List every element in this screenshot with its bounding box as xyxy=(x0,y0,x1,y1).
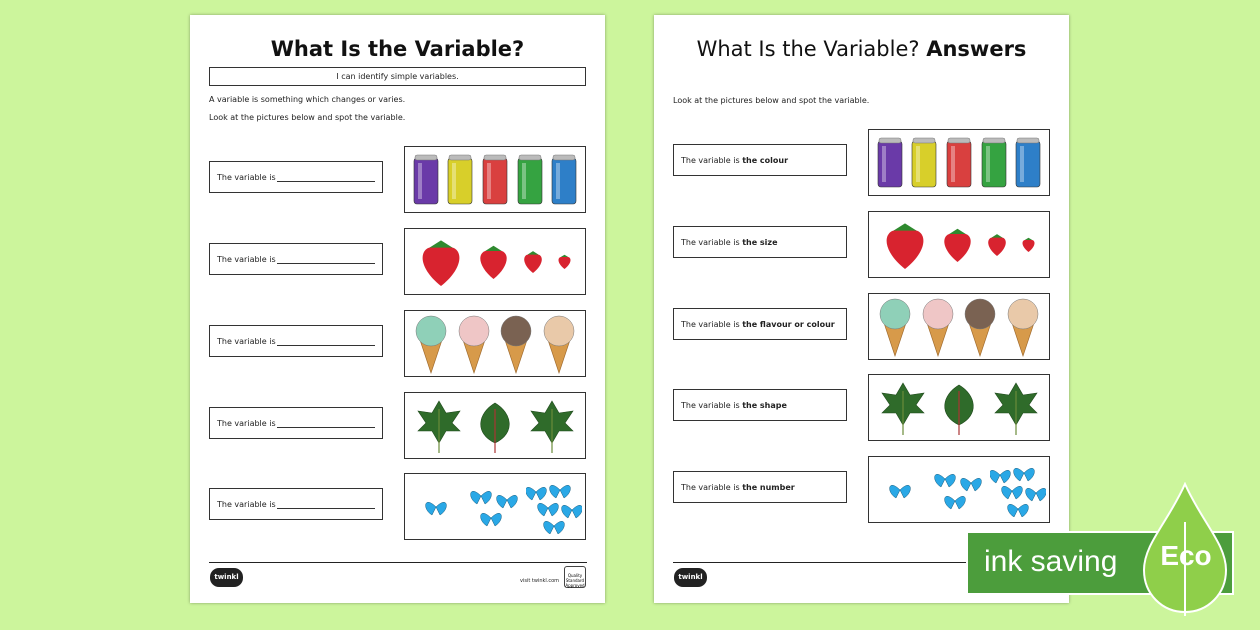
ice-creams-picture xyxy=(404,310,586,377)
cans-picture xyxy=(404,146,586,213)
answer-box[interactable] xyxy=(209,407,383,439)
question-row xyxy=(209,392,587,460)
strawberry-icon xyxy=(1021,237,1036,252)
answer-row xyxy=(673,129,1051,197)
strawberries-picture xyxy=(404,228,586,295)
answer-prompt: The variable is xyxy=(217,500,276,509)
strawberries-picture xyxy=(868,211,1050,278)
butterflies-picture xyxy=(404,473,586,540)
can-icon xyxy=(550,153,578,207)
answers-title-text: What Is the Variable? xyxy=(696,37,920,61)
answer-prompt: The variable is xyxy=(681,320,740,329)
visit-link[interactable]: visit twinkl.com xyxy=(520,578,560,584)
answer-blank[interactable] xyxy=(277,344,375,346)
strawberry-icon xyxy=(557,254,572,269)
answer-box xyxy=(673,144,847,176)
ink-saving-text: ink saving xyxy=(984,545,1118,578)
leaf-icon xyxy=(936,381,982,435)
worksheet-title: What Is the Variable? xyxy=(270,37,525,61)
answers-page xyxy=(654,15,1069,603)
worksheet-page xyxy=(190,15,605,603)
question-row xyxy=(209,146,587,214)
eco-label: Eco xyxy=(1160,540,1212,571)
answer-row xyxy=(673,456,1051,524)
answer-box[interactable] xyxy=(209,243,383,275)
answer-prompt: The variable is xyxy=(217,337,276,346)
leaf-icon xyxy=(529,399,575,453)
ice-cream-icon xyxy=(542,314,576,374)
answer-prompt: The variable is xyxy=(681,483,740,492)
butterflies-group xyxy=(872,463,928,517)
answer-blank[interactable] xyxy=(277,426,375,428)
can-icon xyxy=(412,153,440,207)
learning-objective: I can identify simple variables. xyxy=(209,67,586,86)
can-icon xyxy=(481,153,509,207)
ice-cream-icon xyxy=(878,297,912,357)
butterflies-group xyxy=(408,480,464,534)
can-icon xyxy=(910,136,938,190)
answer-blank[interactable] xyxy=(277,180,375,182)
butterflies-picture xyxy=(868,456,1050,523)
answer-prompt: The variable is xyxy=(217,419,276,428)
answer-prompt: The variable is xyxy=(217,255,276,264)
answer-text: the size xyxy=(742,238,778,247)
twinkl-logo: twinkl xyxy=(674,568,707,587)
answer-text: the number xyxy=(742,483,795,492)
answers-instruction: Look at the pictures below and spot the variable. xyxy=(673,96,870,105)
leaves-picture xyxy=(404,392,586,459)
answer-blank[interactable] xyxy=(277,507,375,509)
answer-row xyxy=(673,293,1051,361)
strawberry-icon xyxy=(986,233,1008,256)
strawberry-icon xyxy=(418,238,464,286)
leaves-picture xyxy=(868,374,1050,441)
ice-cream-icon xyxy=(457,314,491,374)
quality-badge: Quality Standard Approved xyxy=(564,566,586,588)
strawberry-icon xyxy=(882,221,928,269)
can-icon xyxy=(876,136,904,190)
question-row xyxy=(209,228,587,296)
leaf-icon xyxy=(416,399,462,453)
butterflies-group xyxy=(931,463,987,517)
footer-divider xyxy=(209,562,587,563)
strawberry-icon xyxy=(941,227,974,262)
answer-box[interactable] xyxy=(209,161,383,193)
ice-cream-icon xyxy=(1006,297,1040,357)
cans-picture xyxy=(868,129,1050,196)
can-icon xyxy=(446,153,474,207)
leaf-icon xyxy=(472,399,518,453)
answer-prompt: The variable is xyxy=(681,238,740,247)
answer-row xyxy=(673,211,1051,279)
can-icon xyxy=(516,153,544,207)
question-row xyxy=(209,473,587,541)
ice-cream-icon xyxy=(963,297,997,357)
answer-box xyxy=(673,471,847,503)
answer-text: the colour xyxy=(742,156,789,165)
butterflies-group xyxy=(467,480,523,534)
question-row xyxy=(209,310,587,378)
answer-blank[interactable] xyxy=(277,262,375,264)
answer-prompt: The variable is xyxy=(217,173,276,182)
ice-cream-icon xyxy=(414,314,448,374)
butterflies-group xyxy=(990,463,1046,517)
answer-box xyxy=(673,226,847,258)
answer-prompt: The variable is xyxy=(681,156,740,165)
can-icon xyxy=(1014,136,1042,190)
variable-definition: A variable is something which changes or varies. xyxy=(209,95,406,104)
twinkl-logo: twinkl xyxy=(210,568,243,587)
answer-row xyxy=(673,374,1051,442)
ice-creams-picture xyxy=(868,293,1050,360)
strawberry-icon xyxy=(522,250,544,273)
answer-box[interactable] xyxy=(209,488,383,520)
answer-box xyxy=(673,389,847,421)
leaf-icon xyxy=(993,381,1039,435)
worksheet-instruction: Look at the pictures below and spot the variable. xyxy=(209,113,406,122)
answer-text: the shape xyxy=(742,401,787,410)
answers-title xyxy=(654,37,1069,61)
strawberry-icon xyxy=(477,244,510,279)
butterflies-group xyxy=(526,480,582,534)
can-icon xyxy=(980,136,1008,190)
answers-title-bold: Answers xyxy=(926,37,1027,61)
ice-cream-icon xyxy=(921,297,955,357)
answer-text: the flavour or colour xyxy=(742,320,835,329)
answer-prompt: The variable is xyxy=(681,401,740,410)
answer-box[interactable] xyxy=(209,325,383,357)
ice-cream-icon xyxy=(499,314,533,374)
leaf-icon xyxy=(880,381,926,435)
answer-box xyxy=(673,308,847,340)
can-icon xyxy=(945,136,973,190)
